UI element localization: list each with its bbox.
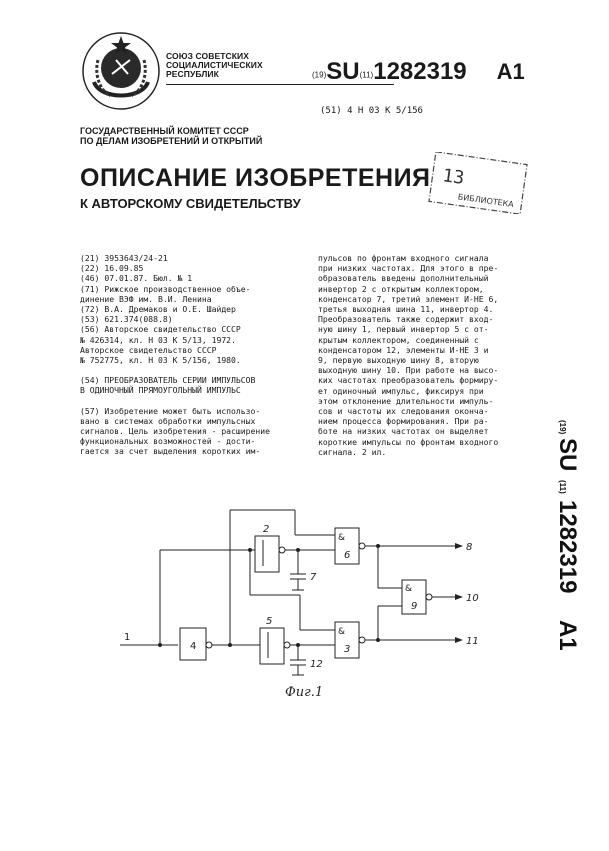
country-code-label: (19)	[312, 70, 327, 80]
abstract-line: 9, первую выходную шину 8, вторую	[318, 355, 479, 366]
label-gate-9: 9	[411, 601, 418, 612]
label-inverter-2: 2	[263, 524, 270, 535]
label-output-11: 11	[466, 636, 479, 647]
abstract-line: этом отклонение длительности импуль-	[318, 395, 494, 406]
biblio-line: (53) 621.374(088.8)	[80, 314, 173, 325]
label-output-8: 8	[466, 542, 473, 553]
state-line: СОЮЗ СОВЕТСКИХ	[166, 51, 250, 61]
label-gate-6: 6	[344, 550, 351, 561]
biblio-line: (21) 3953643/24-21	[80, 253, 168, 263]
document-subtitle: К АВТОРСКОМУ СВИДЕТЕЛЬСТВУ	[80, 196, 301, 211]
label-inverter-5: 5	[266, 616, 273, 627]
side-patent-identifier	[548, 420, 594, 670]
patent-identifier	[312, 58, 525, 86]
abstract-line: при низких частотах. Для этого в пре-	[318, 263, 499, 274]
label-inverter-4: 4	[190, 641, 197, 652]
gate-3-symbol: &	[338, 627, 346, 637]
abstract-line: конденсатор 7, третий элемент И-НЕ 6,	[318, 293, 499, 304]
label-input: 1	[124, 632, 131, 643]
label-gate-3: 3	[344, 644, 351, 655]
invention-title-line: (54) ПРЕОБРАЗОВАТЕЛЬ СЕРИИ ИМПУЛЬСОВ	[80, 375, 256, 386]
figure-caption: Фиг.1	[285, 685, 324, 700]
abstract-line: пульсов по фронтам входного сигнала	[318, 253, 489, 263]
gate-9-symbol: &	[405, 584, 413, 594]
biblio-line: динение ВЭФ им. В.И. Ленина	[80, 293, 212, 304]
abstract-line: инвертор 2 с открытым коллектором,	[318, 283, 484, 294]
library-stamp	[424, 152, 532, 214]
state-name	[166, 52, 263, 79]
abstract-line: крытым коллектором, соединенный с	[318, 334, 479, 345]
patent-number: 1282319	[373, 58, 467, 85]
side-patent-kind: A1	[554, 620, 581, 651]
abstract-line: ную шину 1, первый инвертор 5 с от-	[318, 324, 489, 335]
document-title: ОПИСАНИЕ ИЗОБРЕТЕНИЯ	[80, 164, 431, 192]
abstract-line: сов и частоты их следования оконча-	[318, 406, 489, 417]
biblio-line: № 752775, кл. H 03 K 5/156, 1980.	[80, 355, 241, 366]
abstract-line: конденсатором 12, элементы И-НЕ 3 и	[318, 344, 489, 355]
side-country-code-label: (19)	[558, 420, 567, 435]
abstract-line: Преобразователь также содержит вход-	[318, 314, 494, 325]
abstract-line: ет одиночный импульс, фиксируя при	[318, 385, 484, 396]
invention-title-line: В ОДИНОЧНЫЙ ПРЯМОУГОЛЬНЫЙ ИМПУЛЬС	[80, 385, 241, 396]
abstract-line: сигналов. Цель изобретения - расширение	[80, 426, 271, 437]
ussr-emblem-icon	[80, 30, 162, 112]
label-output-10: 10	[466, 593, 479, 604]
abstract-line: функциональных возможностей - дости-	[80, 436, 256, 447]
abstract-line: (57) Изобретение может быть использо-	[80, 405, 261, 416]
inverter-5	[260, 628, 284, 664]
committee-line: ГОСУДАРСТВЕННЫЙ КОМИТЕТ СССР	[80, 126, 249, 136]
state-line: РЕСПУБЛИК	[166, 69, 219, 79]
bibliographic-data	[80, 253, 310, 457]
patent-kind: A1	[496, 59, 525, 84]
abstract-line: боте на низких частотах он выделяет	[318, 426, 489, 437]
inverter-2	[255, 536, 279, 572]
abstract-line: образователь введены дополнительный	[318, 273, 489, 284]
state-line: СОЦИАЛИСТИЧЕСКИХ	[166, 60, 263, 70]
biblio-line: (56) Авторское свидетельство СССР	[80, 324, 241, 335]
number-code-label: (11)	[359, 70, 374, 80]
biblio-line: (46) 07.01.87. Бюл. № 1	[80, 273, 193, 284]
country-code: SU	[326, 58, 360, 85]
biblio-line: (71) Рижское производственное объе-	[80, 283, 251, 294]
abstract-line: гается за счет выделения коротких им-	[80, 446, 261, 457]
abstract-line: выходную шину 10. При работе на высо-	[318, 365, 499, 376]
circuit-diagram	[120, 500, 490, 700]
biblio-line: Авторское свидетельство СССР	[80, 344, 217, 355]
abstract-line: нием процесса формирования. При ра-	[318, 416, 489, 427]
side-patent-number: 1282319	[554, 500, 581, 594]
committee-name	[80, 126, 262, 146]
side-number-code-label: (11)	[558, 480, 567, 494]
label-capacitor-12: 12	[310, 659, 323, 670]
label-capacitor-7: 7	[310, 572, 317, 583]
biblio-line: № 426314, кл. H 03 K 5/13, 1972.	[80, 334, 236, 345]
abstract-line: сигнала. 2 ил.	[318, 446, 387, 457]
abstract-continuation	[318, 253, 548, 457]
abstract-line: короткие импульсы по фронтам входного	[318, 436, 499, 447]
stamp-number: 13	[441, 165, 466, 189]
abstract-line: вано в системах обработки импульсных	[80, 415, 256, 426]
stamp-text: БИБЛИОТЕКА	[457, 192, 515, 210]
committee-line: ПО ДЕЛАМ ИЗОБРЕТЕНИЙ И ОТКРЫТИЙ	[80, 136, 263, 146]
gate-6-symbol: &	[338, 533, 346, 543]
biblio-line: (22) 16.09.85	[80, 263, 144, 274]
abstract-line: ких частотах преобразователь формиру-	[318, 375, 499, 386]
abstract-line: третья выходная шина 11, инвертор 4.	[318, 304, 494, 315]
side-country-code: SU	[554, 438, 581, 472]
ipc-classification: (51) 4 H 03 K 5/156	[320, 106, 423, 116]
biblio-line: (72) В.А. Дремаков и О.Е. Шайдер	[80, 304, 236, 315]
